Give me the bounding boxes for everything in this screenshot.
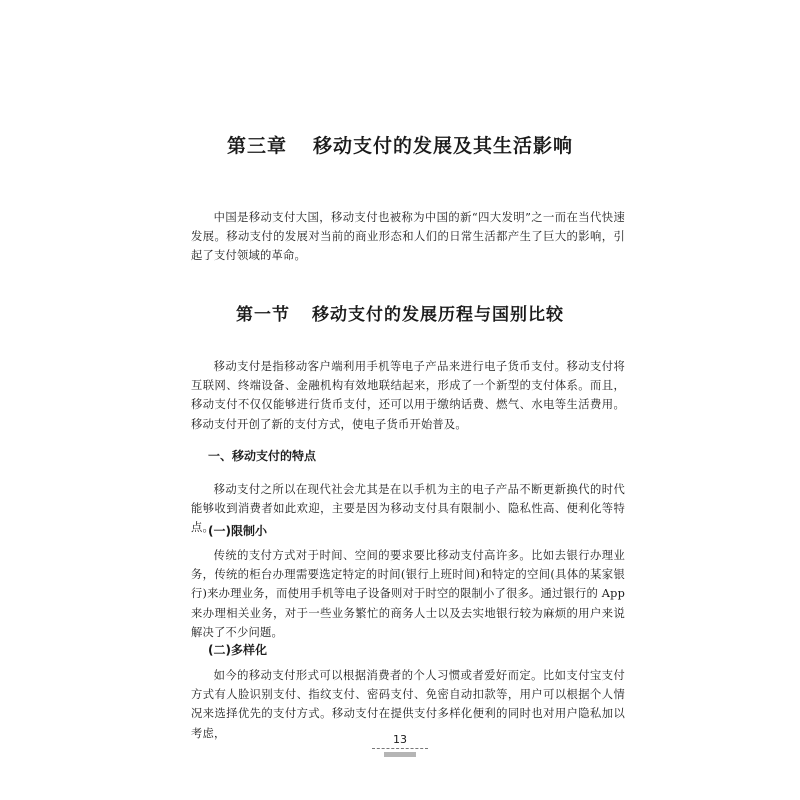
paragraph-diversity: 如今的移动支付形式可以根据消费者的个人习惯或者爱好而定。比如支付宝支付方式有人脸识别支付、指纹支付、密码支付、免密自动扣款等，用户可以根据个人情况来选择优先的支付方式。移动支付在提供支付多样化便利的同时也对用户隐私加以考虑，	[191, 669, 625, 740]
chapter-title	[0, 131, 800, 158]
section-title-text: 移动支付的发展历程与国别比较	[312, 305, 564, 325]
section-number: 第一节	[236, 305, 290, 325]
section-title	[0, 300, 800, 325]
chapter-title-text: 移动支付的发展及其生活影响	[313, 135, 574, 157]
subheading-low-restriction: (一)限制小	[208, 524, 267, 538]
section-paragraph: 移动支付是指移动客户端利用手机等电子产品来进行电子货币支付。移动支付将互联网、终端设备、金融机构有效地联结起来，形成了一个新型的支付体系。而且，移动支付不仅仅能够进行货币支付，还可以用于缴纳话费、燃气、水电等生活费用。移动支付开创了新的支付方式，使电子货币开始普及。	[191, 360, 625, 431]
footer-bar	[384, 752, 416, 757]
intro-paragraph: 中国是移动支付大国，移动支付也被称为中国的新“四大发明”之一而在当代快速发展。移动支付的发展对当前的商业形态和人们的日常生活都产生了巨大的影响，引起了支付领域的革命。	[191, 211, 625, 263]
subheading-diversity: (二)多样化	[208, 643, 267, 657]
heading-features: 一、移动支付的特点	[208, 449, 317, 463]
chapter-number: 第三章	[226, 135, 287, 157]
paragraph-low-restriction: 传统的支付方式对于时间、空间的要求要比移动支付高许多。比如去银行办理业务，传统的柜台办理需要选定特定的时间(银行上班时间)和特定的空间(具体的某家银行)来办理业务，而使用手机等电子设备则对于时空的限制小了很多。通过银行的 App 来办理相关业务，对于一些业务繁忙的商务人士以及去实地银行较为麻烦的用户来说解决了不少问题。	[191, 549, 626, 639]
footer-rule	[372, 748, 428, 749]
paragraph-features: 移动支付之所以在现代社会尤其是在以手机为主的电子产品不断更新换代的时代能够收到消费者如此欢迎，主要是因为移动支付具有限制小、隐私性高、便利化等特点。	[191, 483, 625, 535]
page-number: 13	[393, 733, 407, 746]
